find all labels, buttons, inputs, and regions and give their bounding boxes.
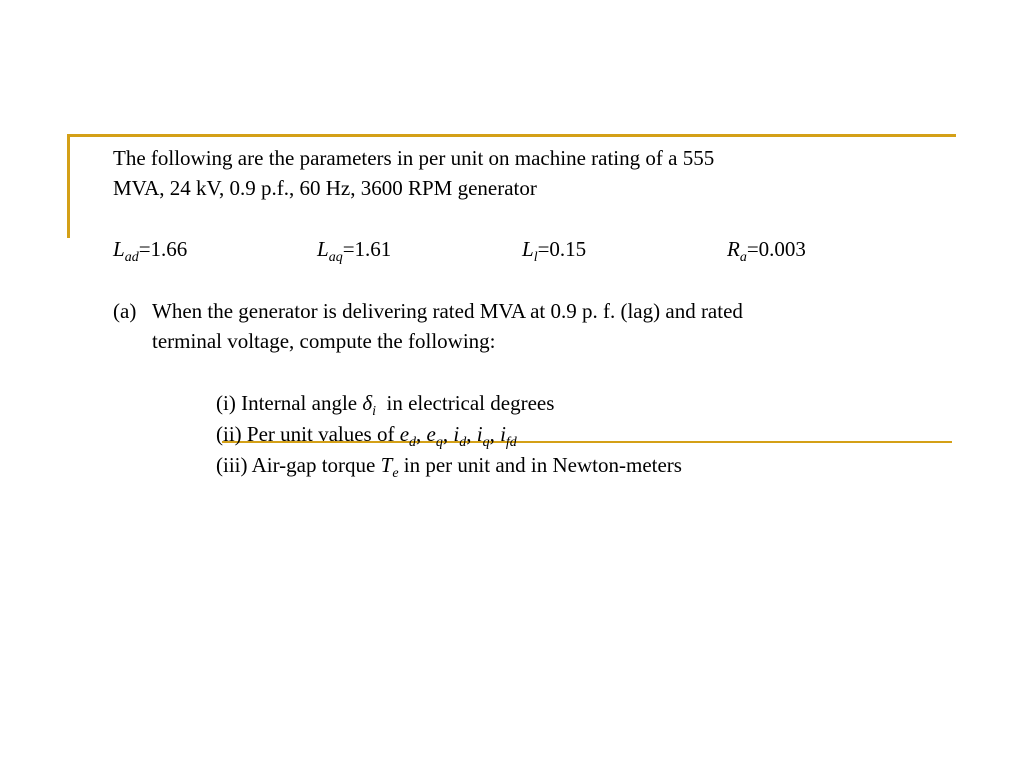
part-a-line-2: terminal voltage, compute the following: [152,329,496,353]
left-accent-rule [67,134,70,238]
param-ll-symbol: L [522,237,534,261]
param-ll [522,234,586,273]
item-iii-suffix: in per unit and in Newton-meters [398,453,682,477]
param-laq-symbol: L [317,237,329,261]
param-laq-subscript: aq [328,250,343,265]
item-ii-ed-symbol: e [399,422,410,446]
item-i-symbol: δ [362,391,373,415]
item-ii-ed-subscript: d [409,435,417,450]
part-a-marker: (a) [113,299,137,323]
item-ii-sep-1: , [416,422,427,446]
item-ii-sep-3: , [466,422,477,446]
item-iii [216,450,682,489]
param-ll-value: =0.15 [537,237,587,261]
item-iii-symbol: T [380,453,393,477]
param-ra [727,234,806,273]
item-ii-id-subscript: d [459,435,467,450]
item-i-prefix: (i) Internal angle [216,391,363,415]
intro-line-2: MVA, 24 kV, 0.9 p.f., 60 Hz, 3600 RPM generator [113,176,537,200]
param-ra-value: =0.003 [746,237,806,261]
param-laq [317,234,391,273]
item-ii-prefix: (ii) Per unit values of [216,422,400,446]
param-lad [113,234,187,273]
param-ll-subscript: l [533,250,538,265]
item-ii-ifd-subscript: fd [505,435,517,450]
part-a-line-1: When the generator is delivering rated MVA at 0.9 p. f. (lag) and rated [152,299,743,323]
item-ii-eq-symbol: e [426,422,436,446]
param-lad-subscript: ad [124,250,139,265]
item-i-suffix: in electrical degrees [376,391,555,415]
param-lad-symbol: L [113,237,125,261]
top-accent-rule [67,134,956,137]
param-ra-symbol: R [727,237,740,261]
param-laq-value: =1.61 [342,237,392,261]
item-ii-iq-symbol: i [476,422,483,446]
item-iii-prefix: (iii) Air-gap torque [216,453,381,477]
item-ii-ifd-symbol: i [500,422,506,446]
param-lad-value: =1.66 [138,237,188,261]
item-ii-sep-4: , [489,422,501,446]
param-ra-subscript: a [739,250,747,265]
item-i-subscript: i [372,404,376,419]
item-iii-subscript: e [392,466,399,481]
item-ii-id-symbol: i [453,422,460,446]
item-ii-iq-subscript: q [482,435,490,450]
item-ii-eq-subscript: q [435,435,443,450]
intro-line-1: The following are the parameters in per unit on machine rating of a 555 [113,146,715,170]
item-ii-sep-2: , [442,422,454,446]
